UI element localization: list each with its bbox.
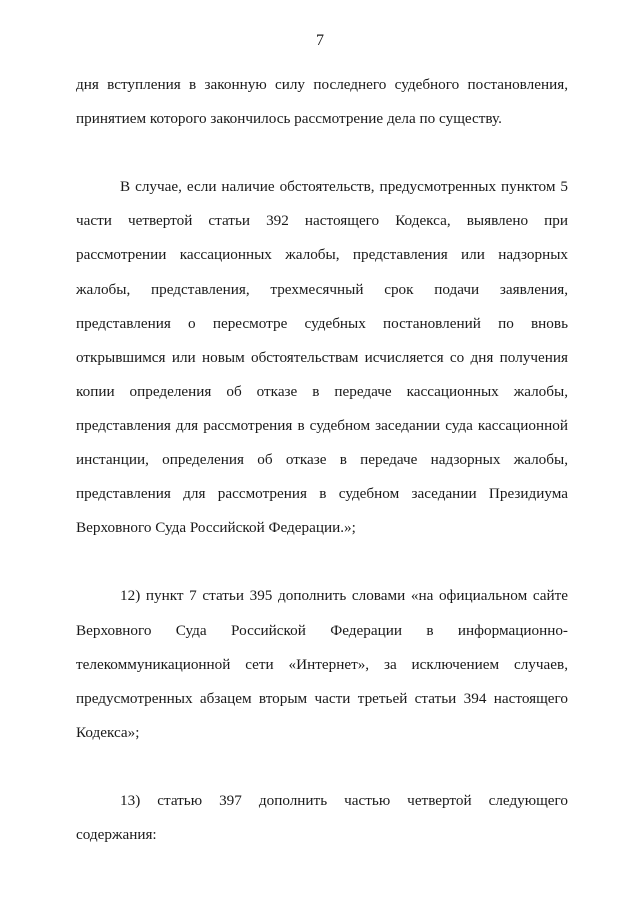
- text-line: представления для рассмотрения в судебном заседании суда кассационной: [76, 416, 568, 434]
- text-line: Кодекса»;: [76, 723, 140, 741]
- text-line: Верховного Суда Российской Федерации в информационно-: [76, 621, 568, 639]
- text-line: жалобы, представления, трехмесячный срок подачи заявления,: [76, 280, 568, 298]
- paragraph-gap: [76, 750, 568, 784]
- text-line: телекоммуникационной сети «Интернет», за исключением случаев,: [76, 655, 568, 673]
- text-line: содержания:: [76, 826, 157, 844]
- text-line: принятием которого закончилось рассмотрение дела по существу.: [76, 110, 502, 128]
- text-line: представления о пересмотре судебных постановлений по вновь: [76, 314, 568, 332]
- text-line: В случае, если наличие обстоятельств, предусмотренных пунктом 5: [120, 178, 568, 196]
- paragraph-gap: [76, 136, 568, 170]
- text-line: 13) статью 397 дополнить частью четвертой следующего: [120, 791, 568, 809]
- text-line: копии определения об отказе в передаче кассационных жалобы,: [76, 382, 568, 400]
- page-number: 7: [316, 32, 324, 49]
- text-line: предусмотренных абзацем вторым части третьей статьи 394 настоящего: [76, 689, 568, 707]
- text-line: дня вступления в законную силу последнего судебного постановления,: [76, 76, 568, 93]
- text-line: представления для рассмотрения в судебном заседании Президиума: [76, 485, 568, 503]
- text-line: открывшимся или новым обстоятельствам исчисляется со дня получения: [76, 348, 568, 366]
- text-line: части четвертой статьи 392 настоящего Кодекса, выявлено при: [76, 212, 568, 230]
- text-line: Верховного Суда Российской Федерации.»;: [76, 519, 356, 537]
- text-line: рассмотрении кассационных жалобы, представления или надзорных: [76, 246, 568, 264]
- text-line: 12) пункт 7 статьи 395 дополнить словами «на официальном сайте: [120, 587, 568, 605]
- paragraph-gap: [76, 545, 568, 579]
- document-body: [76, 68, 568, 852]
- text-line: инстанции, определения об отказе в передаче надзорных жалобы,: [76, 451, 568, 469]
